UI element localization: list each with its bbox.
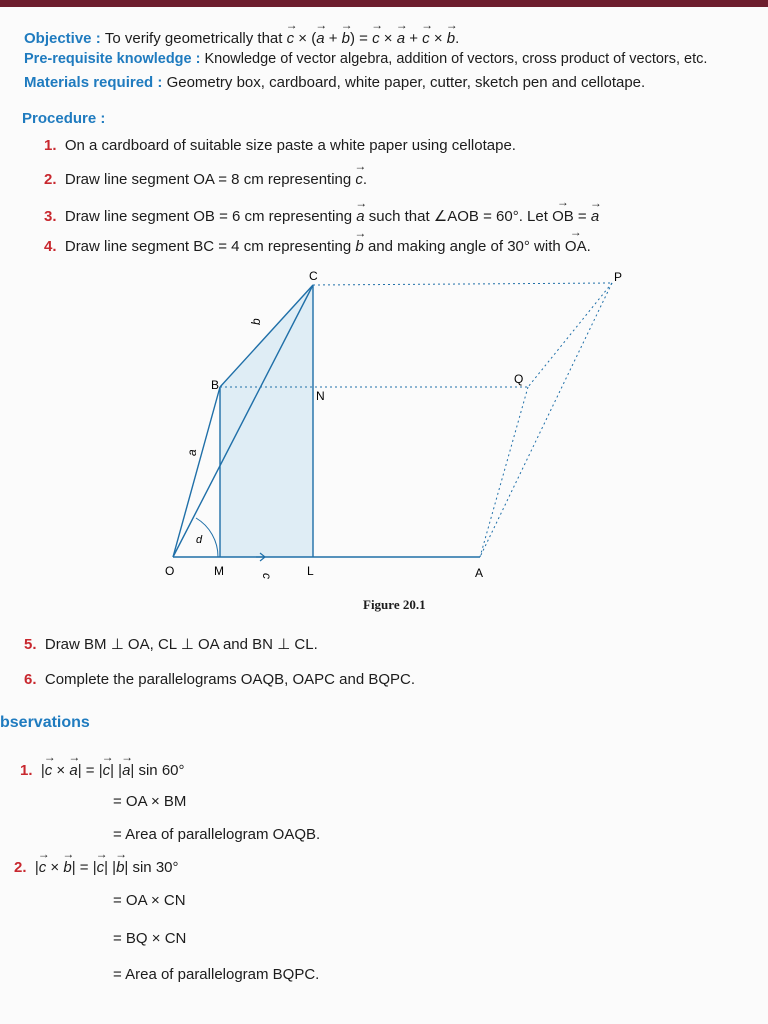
step-4-text: Draw line segment BC = 4 cm representing: [64, 238, 352, 255]
step-3-number: 3.: [44, 208, 57, 225]
step-5-number: 5.: [24, 636, 37, 653]
step-4-mid: and making angle of 30° with: [367, 238, 561, 255]
segment-OB: [173, 387, 220, 557]
step-1-text: On a cardboard of suitable size paste a white paper using cellotape.: [64, 137, 516, 154]
point-Q: Q: [514, 372, 524, 386]
step-3-mid: such that ∠AOB = 60°. Let: [368, 208, 548, 225]
observation-2: 2. |→ c × → b| = |→ c| |→ b| sin 30°: [14, 859, 179, 876]
observation-1: 1. |→ c × → a| = |→ c| |→ a| sin 60°: [20, 762, 185, 779]
point-M: M: [214, 564, 224, 578]
materials-label: Materials required: [24, 74, 154, 91]
point-P: P: [614, 270, 623, 284]
step-2-text: Draw line segment OA = 8 cm representing: [64, 171, 352, 188]
materials-text: Geometry box, cardboard, white paper, cutter, sketch pen and cellotape.: [166, 74, 646, 91]
step-6-text: Complete the parallelograms OAQB, OAPC and BQPC.: [44, 671, 416, 688]
point-L: L: [307, 564, 314, 578]
angle-label: d: [196, 534, 203, 546]
segment-QA: [480, 387, 528, 557]
step-5: [24, 635, 318, 653]
vector-label-b: b: [249, 318, 263, 325]
objective-text: To verify geometrically that: [104, 30, 283, 47]
figure-caption: Figure 20.1: [363, 597, 426, 612]
point-N: N: [316, 389, 325, 403]
step-4: 4. Draw line segment BC = 4 cm representing → b and making angle of 30° with → OA.: [44, 238, 591, 255]
objective-line: Objective : To verify geometrically that → c × (→ a + → b) = → c × → a + → c × → b.: [24, 30, 459, 47]
prerequisite-text: Knowledge of vector algebra, addition of vectors, cross product of vectors, etc.: [204, 51, 708, 67]
obs-2-rhs-2: = BQ × CN: [113, 930, 187, 947]
point-B: B: [211, 378, 220, 392]
obs-2-rhs-1: = OA × CN: [113, 892, 186, 909]
objective-label: Objective: [24, 30, 92, 47]
materials-line: Materials required : Geometry box, cardboard, white paper, cutter, sketch pen and cellotape.: [24, 74, 646, 91]
obs-1-rhs-1: = OA × BM: [113, 793, 187, 810]
procedure-heading: Procedure :: [22, 110, 106, 127]
segment-PQ: [528, 283, 612, 387]
step-2-number: 2.: [44, 171, 57, 188]
obs-1-number: 1.: [20, 762, 33, 779]
step-6: [24, 671, 415, 688]
step-3: 3. Draw line segment OB = 6 cm representing → a such that ∠AOB = 60°. Let → OB = → a: [44, 207, 599, 225]
point-A: A: [475, 566, 484, 580]
point-O: O: [165, 564, 175, 578]
step-6-number: 6.: [24, 671, 37, 688]
step-1-number: 1.: [44, 137, 57, 154]
prerequisite-label: Pre-requisite knowledge: [24, 51, 192, 67]
segment-PA: [480, 283, 612, 557]
step-2: 2. Draw line segment OA = 8 cm representing → c.: [44, 171, 367, 188]
step-5-text: Draw BM ⊥ OA, CL ⊥ OA and BN ⊥ CL.: [44, 636, 318, 653]
obs-2-rhs-3: = Area of parallelogram BQPC.: [113, 966, 320, 983]
step-3-text: Draw line segment OB = 6 cm representing: [64, 208, 353, 225]
shaded-region: [220, 285, 313, 557]
vector-label-c: c: [260, 573, 274, 579]
prerequisite-line: Pre-requisite knowledge : Knowledge of vector algebra, addition of vectors, cross product of vectors, etc.: [24, 51, 708, 67]
vector-label-a: a: [185, 449, 199, 456]
obs-1-rhs-2: = Area of parallelogram OAQB.: [113, 826, 321, 843]
segment-CP: [313, 283, 612, 285]
obs-2-number: 2.: [14, 859, 27, 876]
step-4-number: 4.: [44, 238, 57, 255]
observations-heading: bservations: [0, 714, 90, 731]
point-C: C: [309, 269, 318, 283]
